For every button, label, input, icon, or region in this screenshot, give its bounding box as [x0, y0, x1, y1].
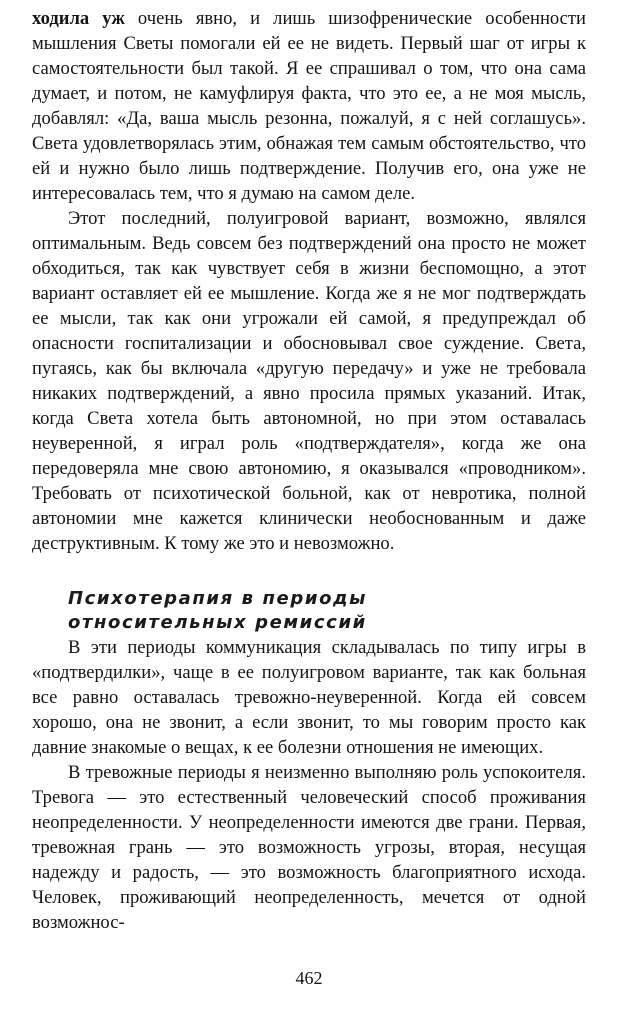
paragraph-text: очень явно, и лишь шизофренические особенности мышления Светы помогали ей ее не видеть. Первый шаг от игры к самостоятельности был такой. Я ее спрашивал о том, что она сама думает, и потом, не камуфлируя факта, что это ее, а не моя мысль, добавлял: «Да, ваша мысль резонна, пожалуй, я с ней соглашусь». Света удовлетворялась этим, обнажая тем самым обстоятельство, что ей и нужно было лишь подтверждение. Получив его, она уже не интересовалась тем, что я думаю на самом деле. — [32, 8, 586, 204]
paragraph-remission-periods: В эти периоды коммуникация складывалась по типу игры в «подтвердилки», чаще в ее полуигровом варианте, так как больная все равно оставалась тревожно-неуверенной. Когда ей совсем хорошо, она не звонит, а если звонит, то мы говорим просто как давние знакомые о вещах, к ее болезни отношения не имеющих. — [32, 637, 586, 758]
section-heading — [68, 587, 586, 635]
section-heading-line-2: относительных ремиссий — [68, 612, 367, 633]
section-heading-line-1: Психотерапия в периоды — [68, 588, 368, 609]
paragraph-continued — [32, 6, 586, 206]
paragraph-anxious-periods: В тревожные периоды я неизменно выполняю роль успокоителя. Тревога — это естественный человеческий способ проживания неопределенности. У неопределенности имеются две грани. Первая, тревожная грань — это возможность угрозы, вторая, несущая надежду и радость, — это возможность благоприятного исхода. Человек, проживающий неопределенность, мечется от одной возможнос- — [32, 762, 586, 933]
section-spacer — [32, 556, 586, 587]
page-number: 462 — [295, 968, 323, 988]
paragraph-lead-text: ходила уж — [32, 8, 125, 29]
paragraph-semi-game-variant: Этот последний, полуигровой вариант, возможно, являлся оптимальным. Ведь совсем без подтверждений она просто не может обходиться, так как чувствует себя в жизни беспомощно, а этот вариант оставляет ей ее мышление. Когда же я не мог подтверждать ее мысли, так как они угрожали ей самой, я предупреждал об опасности госпитализации и обосновывал свое суждение. Света, пугаясь, как бы включала «другую передачу» и уже не требовала никаких подтверждений, а явно просила прямых указаний. Итак, когда Света хотела быть автономной, но при этом оставалась неуверенной, я играл роль «подтверждателя», когда же она передоверяла мне свою автономию, я оказывался «проводником». Требовать от психотической больной, как от невротика, полной автономии мне кажется клинически необоснованным и даже деструктивным. К тому же это и невозможно. — [32, 208, 586, 554]
